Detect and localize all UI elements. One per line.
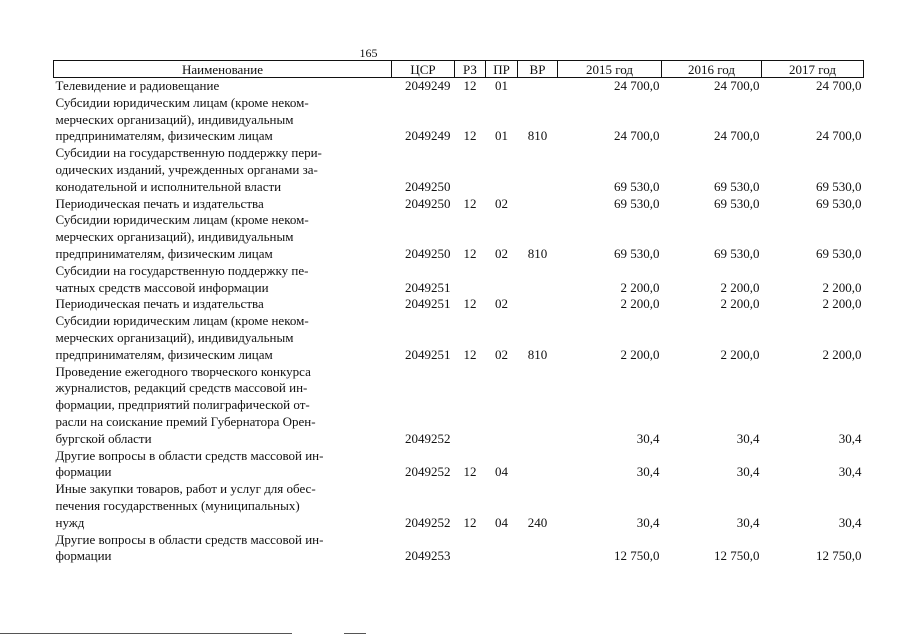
cell-2015: 24 700,0 xyxy=(614,128,660,144)
cell-2016: 24 700,0 xyxy=(714,78,760,93)
cell-2016: 12 750,0 xyxy=(714,548,760,564)
cell-pr: 04 xyxy=(495,464,508,480)
name-line: Субсидии на государственную поддержку пери- xyxy=(55,145,322,161)
cell-2015: 2 200,0 xyxy=(620,346,660,362)
cell-rz xyxy=(455,263,486,297)
name-line: формации, предприятий полиграфической от- xyxy=(55,397,310,413)
cell-vr xyxy=(518,532,558,566)
cell-pr: 01 xyxy=(495,78,508,93)
cell-pr: 01 xyxy=(495,128,508,144)
cell-name xyxy=(54,364,392,448)
cell-name xyxy=(54,448,392,482)
name-line: Субсидии юридическим лицам (кроме неком- xyxy=(55,94,309,110)
cell-csr: 2049250 xyxy=(405,195,451,211)
cell-csr: 2049252 xyxy=(405,464,451,480)
cell-2015: 12 750,0 xyxy=(614,548,660,564)
cell-csr: 2049251 xyxy=(405,279,451,295)
cell-name xyxy=(54,313,392,363)
cell-vr xyxy=(518,196,558,213)
cell-pr xyxy=(486,263,518,297)
cell-vr: 810 xyxy=(527,346,548,362)
cell-csr: 2049250 xyxy=(405,245,451,261)
cell-pr xyxy=(486,532,518,566)
cell-csr: 2049250 xyxy=(405,178,451,194)
table-header-row xyxy=(54,61,864,78)
cell-rz: 12 xyxy=(463,78,477,93)
cell-pr: 02 xyxy=(495,346,508,362)
cell-2016: 69 530,0 xyxy=(714,245,760,261)
name-line: мерческих организаций), индивидуальным xyxy=(55,229,294,245)
cell-2015: 30,4 xyxy=(636,430,660,446)
cell-vr: 240 xyxy=(527,514,548,530)
cell-2016: 69 530,0 xyxy=(714,178,760,194)
table-row xyxy=(54,313,864,363)
cell-pr xyxy=(486,364,518,448)
cell-2017: 30,4 xyxy=(838,430,862,446)
cell-2017: 30,4 xyxy=(838,514,862,530)
name-line: мерческих организаций), индивидуальным xyxy=(55,111,294,127)
footer-rule-left xyxy=(0,633,292,634)
cell-rz: 12 xyxy=(463,245,477,261)
name-line: Другие вопросы в области средств массовой ин- xyxy=(55,531,324,547)
name-line: Иные закупки товаров, работ и услуг для обес- xyxy=(55,481,316,497)
cell-rz: 12 xyxy=(463,514,477,530)
budget-table xyxy=(53,60,864,565)
name-line: Субсидии юридическим лицам (кроме неком- xyxy=(55,212,309,228)
page-number: 165 xyxy=(359,46,378,60)
cell-2016: 2 200,0 xyxy=(720,346,760,362)
cell-pr: 02 xyxy=(495,296,508,312)
cell-2016: 2 200,0 xyxy=(720,279,760,295)
cell-pr: 04 xyxy=(495,514,508,530)
name-line: Субсидии юридическим лицам (кроме неком- xyxy=(55,313,309,329)
cell-name xyxy=(54,263,392,297)
name-line: конодательной и исполнительной власти xyxy=(55,178,282,194)
name-line: Проведение ежегодного творческого конкурса xyxy=(55,363,311,379)
header-2016: 2016 год xyxy=(662,61,762,78)
cell-csr: 2049252 xyxy=(405,514,451,530)
cell-pr xyxy=(486,145,518,195)
cell-2017: 24 700,0 xyxy=(816,78,862,93)
cell-csr: 2049249 xyxy=(405,128,451,144)
cell-vr xyxy=(518,145,558,195)
cell-vr xyxy=(518,364,558,448)
cell-2017: 2 200,0 xyxy=(822,296,862,312)
cell-2017: 69 530,0 xyxy=(816,245,862,261)
table-row xyxy=(54,263,864,297)
cell-2017: 30,4 xyxy=(838,464,862,480)
cell-name xyxy=(54,532,392,566)
cell-vr: 810 xyxy=(527,128,548,144)
name-line: формации xyxy=(55,548,112,564)
cell-2017: 69 530,0 xyxy=(816,178,862,194)
cell-2015: 2 200,0 xyxy=(620,279,660,295)
cell-2015: 30,4 xyxy=(636,514,660,530)
cell-name xyxy=(54,296,392,313)
cell-2016: 24 700,0 xyxy=(714,128,760,144)
cell-name xyxy=(54,196,392,213)
name-line: предпринимателям, физическим лицам xyxy=(55,245,273,261)
cell-2015: 24 700,0 xyxy=(614,78,660,93)
cell-2015: 30,4 xyxy=(636,464,660,480)
cell-rz xyxy=(455,532,486,566)
table-row xyxy=(54,296,864,313)
name-line: Телевидение и радиовещание xyxy=(55,78,220,93)
table-row xyxy=(54,95,864,145)
name-line: одических изданий, учрежденных органами за- xyxy=(55,161,318,177)
name-line: печения государственных (муниципальных) xyxy=(55,497,300,513)
table-row xyxy=(54,212,864,262)
cell-csr: 2049251 xyxy=(405,296,451,312)
cell-rz xyxy=(455,145,486,195)
cell-csr: 2049252 xyxy=(405,430,451,446)
cell-csr: 2049253 xyxy=(405,548,451,564)
cell-2015: 69 530,0 xyxy=(614,195,660,211)
cell-2015: 69 530,0 xyxy=(614,178,660,194)
cell-csr: 2049249 xyxy=(405,78,451,93)
name-line: чатных средств массовой информации xyxy=(55,279,269,295)
table-row xyxy=(54,481,864,531)
cell-pr: 02 xyxy=(495,195,508,211)
cell-2016: 30,4 xyxy=(736,430,760,446)
name-line: Периодическая печать и издательства xyxy=(55,296,264,312)
cell-vr xyxy=(518,78,558,95)
header-name: Наименование xyxy=(54,61,392,78)
name-line: журналистов, редакций средств массовой ин- xyxy=(55,380,308,396)
cell-pr: 02 xyxy=(495,245,508,261)
cell-rz: 12 xyxy=(463,296,477,312)
name-line: бургской области xyxy=(55,430,152,446)
header-vr: ВР xyxy=(518,61,558,78)
table-body xyxy=(54,78,864,566)
name-line: формации xyxy=(55,464,112,480)
cell-2015: 2 200,0 xyxy=(620,296,660,312)
table-row xyxy=(54,196,864,213)
cell-name xyxy=(54,212,392,262)
header-2015: 2015 год xyxy=(558,61,662,78)
cell-rz: 12 xyxy=(463,464,477,480)
cell-vr xyxy=(518,263,558,297)
name-line: расли на соискание премий Губернатора Орен- xyxy=(55,413,316,429)
name-line: предпринимателям, физическим лицам xyxy=(55,128,273,144)
table-row xyxy=(54,145,864,195)
cell-name xyxy=(54,95,392,145)
name-line: мерческих организаций), индивидуальным xyxy=(55,329,294,345)
cell-2017: 2 200,0 xyxy=(822,346,862,362)
header-csr: ЦСР xyxy=(392,61,455,78)
cell-rz: 12 xyxy=(463,346,477,362)
name-line: Периодическая печать и издательства xyxy=(55,195,264,211)
name-line: предпринимателям, физическим лицам xyxy=(55,346,273,362)
table-row xyxy=(54,448,864,482)
cell-2016: 2 200,0 xyxy=(720,296,760,312)
cell-2017: 69 530,0 xyxy=(816,195,862,211)
cell-csr: 2049251 xyxy=(405,346,451,362)
cell-2015: 69 530,0 xyxy=(614,245,660,261)
header-2017: 2017 год xyxy=(762,61,864,78)
table-row xyxy=(54,78,864,95)
cell-2017: 2 200,0 xyxy=(822,279,862,295)
cell-rz: 12 xyxy=(463,195,477,211)
cell-rz: 12 xyxy=(463,128,477,144)
cell-2016: 69 530,0 xyxy=(714,195,760,211)
cell-vr xyxy=(518,448,558,482)
table-row xyxy=(54,532,864,566)
cell-name xyxy=(54,481,392,531)
cell-name xyxy=(54,78,392,95)
name-line: нужд xyxy=(55,514,85,530)
header-pr: ПР xyxy=(486,61,518,78)
cell-rz xyxy=(455,364,486,448)
header-rz: РЗ xyxy=(455,61,486,78)
cell-vr xyxy=(518,296,558,313)
cell-name xyxy=(54,145,392,195)
name-line: Другие вопросы в области средств массовой ин- xyxy=(55,447,324,463)
cell-2017: 12 750,0 xyxy=(816,548,862,564)
name-line: Субсидии на государственную поддержку пе- xyxy=(55,262,309,278)
cell-2016: 30,4 xyxy=(736,464,760,480)
table-row xyxy=(54,364,864,448)
cell-2017: 24 700,0 xyxy=(816,128,862,144)
footer-rule-mid xyxy=(344,633,366,634)
cell-2016: 30,4 xyxy=(736,514,760,530)
cell-vr: 810 xyxy=(527,245,548,261)
